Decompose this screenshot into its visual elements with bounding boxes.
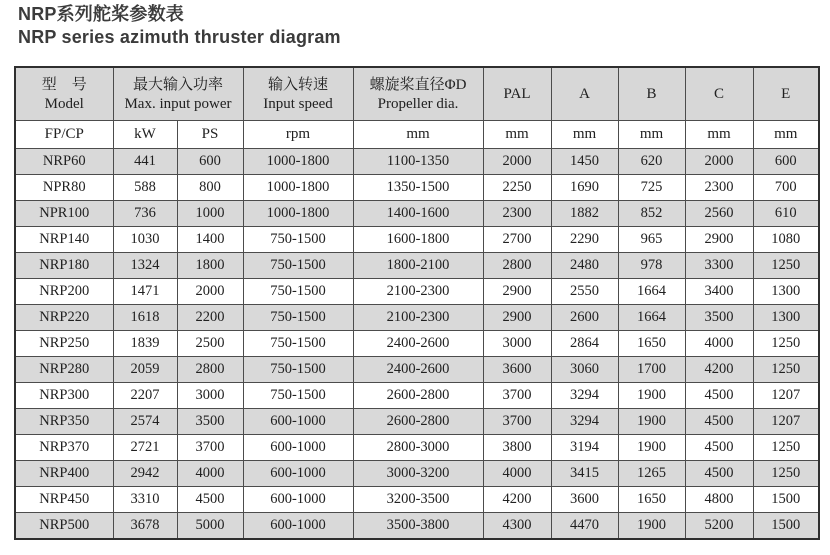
value-cell: 4500 [685,383,753,409]
value-cell: 3800 [483,435,551,461]
value-cell: 852 [618,201,685,227]
page-title-zh: NRP系列舵桨参数表 [18,4,185,24]
table-row [15,175,819,201]
col-header-model [15,67,113,121]
value-cell: 4800 [685,487,753,513]
value-cell: 1882 [551,201,618,227]
col-header-a: A [551,67,618,121]
value-cell: 1300 [753,305,819,331]
value-cell: 1664 [618,305,685,331]
table-row [15,409,819,435]
value-cell: 2059 [113,357,177,383]
value-cell: 1100-1350 [353,149,483,175]
table-row [15,227,819,253]
value-cell: 2574 [113,409,177,435]
value-cell: 1400 [177,227,243,253]
model-cell: NRP200 [15,279,113,305]
value-cell: 600 [177,149,243,175]
value-cell: 1839 [113,331,177,357]
col-header-model-zh: 型 号 [41,76,87,93]
value-cell: 750-1500 [243,331,353,357]
col-header-power-zh: 最大输入功率 [133,76,224,93]
value-cell: 750-1500 [243,279,353,305]
unit-cell-kw: kW [113,121,177,149]
value-cell: 2800 [177,357,243,383]
value-cell: 750-1500 [243,305,353,331]
table-row [15,383,819,409]
value-cell: 600-1000 [243,435,353,461]
value-cell: 1664 [618,279,685,305]
value-cell: 1900 [618,383,685,409]
value-cell: 600 [753,149,819,175]
model-cell: NPR80 [15,175,113,201]
page-title-en: NRP series azimuth thruster diagram [18,27,341,47]
value-cell: 2100-2300 [353,305,483,331]
unit-cell-model: FP/CP [15,121,113,149]
col-header-propeller-dia [353,67,483,121]
table-row [15,149,819,175]
value-cell: 3400 [685,279,753,305]
value-cell: 1265 [618,461,685,487]
value-cell: 2600-2800 [353,409,483,435]
value-cell: 2900 [483,279,551,305]
value-cell: 1400-1600 [353,201,483,227]
table-row [15,487,819,513]
value-cell: 1350-1500 [353,175,483,201]
value-cell: 1000 [177,201,243,227]
value-cell: 2600 [551,305,618,331]
value-cell: 2000 [177,279,243,305]
value-cell: 600-1000 [243,461,353,487]
value-cell: 588 [113,175,177,201]
value-cell: 1690 [551,175,618,201]
col-header-propeller-zh: 螺旋桨直径ΦD [369,76,467,93]
value-cell: 1600-1800 [353,227,483,253]
value-cell: 978 [618,253,685,279]
value-cell: 3700 [483,383,551,409]
value-cell: 800 [177,175,243,201]
value-cell: 1500 [753,487,819,513]
value-cell: 2400-2600 [353,331,483,357]
value-cell: 600-1000 [243,487,353,513]
value-cell: 2700 [483,227,551,253]
value-cell: 736 [113,201,177,227]
value-cell: 3060 [551,357,618,383]
table-body [15,149,819,540]
value-cell: 1324 [113,253,177,279]
col-header-propeller-en: Propeller dia. [377,95,459,112]
unit-cell-ps: PS [177,121,243,149]
value-cell: 1650 [618,487,685,513]
value-cell: 1000-1800 [243,149,353,175]
value-cell: 1500 [753,513,819,540]
value-cell: 3600 [551,487,618,513]
value-cell: 600-1000 [243,513,353,540]
table-row [15,435,819,461]
value-cell: 2300 [483,201,551,227]
table-row [15,331,819,357]
value-cell: 4000 [177,461,243,487]
value-cell: 1250 [753,253,819,279]
table-row [15,357,819,383]
value-cell: 1000-1800 [243,201,353,227]
value-cell: 1000-1800 [243,175,353,201]
unit-cell-c: mm [685,121,753,149]
model-cell: NRP250 [15,331,113,357]
value-cell: 750-1500 [243,357,353,383]
value-cell: 2000 [685,149,753,175]
value-cell: 2864 [551,331,618,357]
units-row [15,121,819,149]
value-cell: 2550 [551,279,618,305]
value-cell: 2207 [113,383,177,409]
value-cell: 4470 [551,513,618,540]
value-cell: 1250 [753,435,819,461]
col-header-speed-zh: 输入转速 [268,76,329,93]
value-cell: 965 [618,227,685,253]
col-header-input-speed [243,67,353,121]
table-row [15,253,819,279]
value-cell: 2480 [551,253,618,279]
value-cell: 2900 [483,305,551,331]
table-row [15,201,819,227]
unit-cell-b: mm [618,121,685,149]
value-cell: 600-1000 [243,409,353,435]
value-cell: 3678 [113,513,177,540]
value-cell: 4200 [685,357,753,383]
value-cell: 3700 [483,409,551,435]
value-cell: 3000 [483,331,551,357]
value-cell: 3415 [551,461,618,487]
value-cell: 1618 [113,305,177,331]
table-row [15,461,819,487]
table-row [15,513,819,540]
value-cell: 1700 [618,357,685,383]
thruster-parameter-table [14,66,820,540]
value-cell: 4000 [483,461,551,487]
col-header-e: E [753,67,819,121]
value-cell: 725 [618,175,685,201]
table-row [15,305,819,331]
value-cell: 1250 [753,331,819,357]
model-cell: NRP500 [15,513,113,540]
value-cell: 3500-3800 [353,513,483,540]
value-cell: 1300 [753,279,819,305]
value-cell: 3500 [177,409,243,435]
value-cell: 3600 [483,357,551,383]
model-cell: NRP370 [15,435,113,461]
col-header-max-input-power [113,67,243,121]
value-cell: 1900 [618,409,685,435]
value-cell: 610 [753,201,819,227]
value-cell: 700 [753,175,819,201]
value-cell: 2600-2800 [353,383,483,409]
value-cell: 3310 [113,487,177,513]
value-cell: 1800 [177,253,243,279]
value-cell: 1900 [618,513,685,540]
value-cell: 1030 [113,227,177,253]
value-cell: 3500 [685,305,753,331]
value-cell: 4500 [685,461,753,487]
unit-cell-pal: mm [483,121,551,149]
value-cell: 1207 [753,383,819,409]
value-cell: 3700 [177,435,243,461]
value-cell: 3200-3500 [353,487,483,513]
unit-cell-propeller: mm [353,121,483,149]
value-cell: 1250 [753,357,819,383]
value-cell: 2100-2300 [353,279,483,305]
value-cell: 3300 [685,253,753,279]
value-cell: 1800-2100 [353,253,483,279]
col-header-speed-en: Input speed [263,95,333,112]
value-cell: 2800-3000 [353,435,483,461]
model-cell: NRP450 [15,487,113,513]
value-cell: 4500 [685,409,753,435]
value-cell: 5200 [685,513,753,540]
value-cell: 4500 [177,487,243,513]
value-cell: 4500 [685,435,753,461]
col-header-power-en: Max. input power [124,95,232,112]
value-cell: 750-1500 [243,227,353,253]
value-cell: 3194 [551,435,618,461]
col-header-model-en: Model [44,95,84,112]
model-cell: NRP180 [15,253,113,279]
value-cell: 2400-2600 [353,357,483,383]
value-cell: 2000 [483,149,551,175]
model-cell: NRP280 [15,357,113,383]
unit-cell-e: mm [753,121,819,149]
value-cell: 3294 [551,383,618,409]
value-cell: 4200 [483,487,551,513]
value-cell: 5000 [177,513,243,540]
value-cell: 1900 [618,435,685,461]
unit-cell-a: mm [551,121,618,149]
value-cell: 2300 [685,175,753,201]
value-cell: 1450 [551,149,618,175]
value-cell: 1250 [753,461,819,487]
value-cell: 2942 [113,461,177,487]
unit-cell-rpm: rpm [243,121,353,149]
model-cell: NRP60 [15,149,113,175]
value-cell: 750-1500 [243,383,353,409]
value-cell: 1207 [753,409,819,435]
value-cell: 4300 [483,513,551,540]
model-cell: NRP140 [15,227,113,253]
value-cell: 750-1500 [243,253,353,279]
model-cell: NRP350 [15,409,113,435]
value-cell: 2560 [685,201,753,227]
value-cell: 1080 [753,227,819,253]
col-header-pal: PAL [483,67,551,121]
value-cell: 2500 [177,331,243,357]
value-cell: 3000-3200 [353,461,483,487]
value-cell: 620 [618,149,685,175]
value-cell: 3000 [177,383,243,409]
value-cell: 2900 [685,227,753,253]
value-cell: 2290 [551,227,618,253]
col-header-c: C [685,67,753,121]
model-cell: NRP220 [15,305,113,331]
value-cell: 2200 [177,305,243,331]
table-row [15,279,819,305]
col-header-b: B [618,67,685,121]
page-title-block [18,3,830,49]
header-row [15,67,819,121]
model-cell: NPR100 [15,201,113,227]
value-cell: 1471 [113,279,177,305]
value-cell: 4000 [685,331,753,357]
value-cell: 3294 [551,409,618,435]
value-cell: 2250 [483,175,551,201]
value-cell: 2721 [113,435,177,461]
model-cell: NRP400 [15,461,113,487]
value-cell: 2800 [483,253,551,279]
value-cell: 1650 [618,331,685,357]
value-cell: 441 [113,149,177,175]
model-cell: NRP300 [15,383,113,409]
